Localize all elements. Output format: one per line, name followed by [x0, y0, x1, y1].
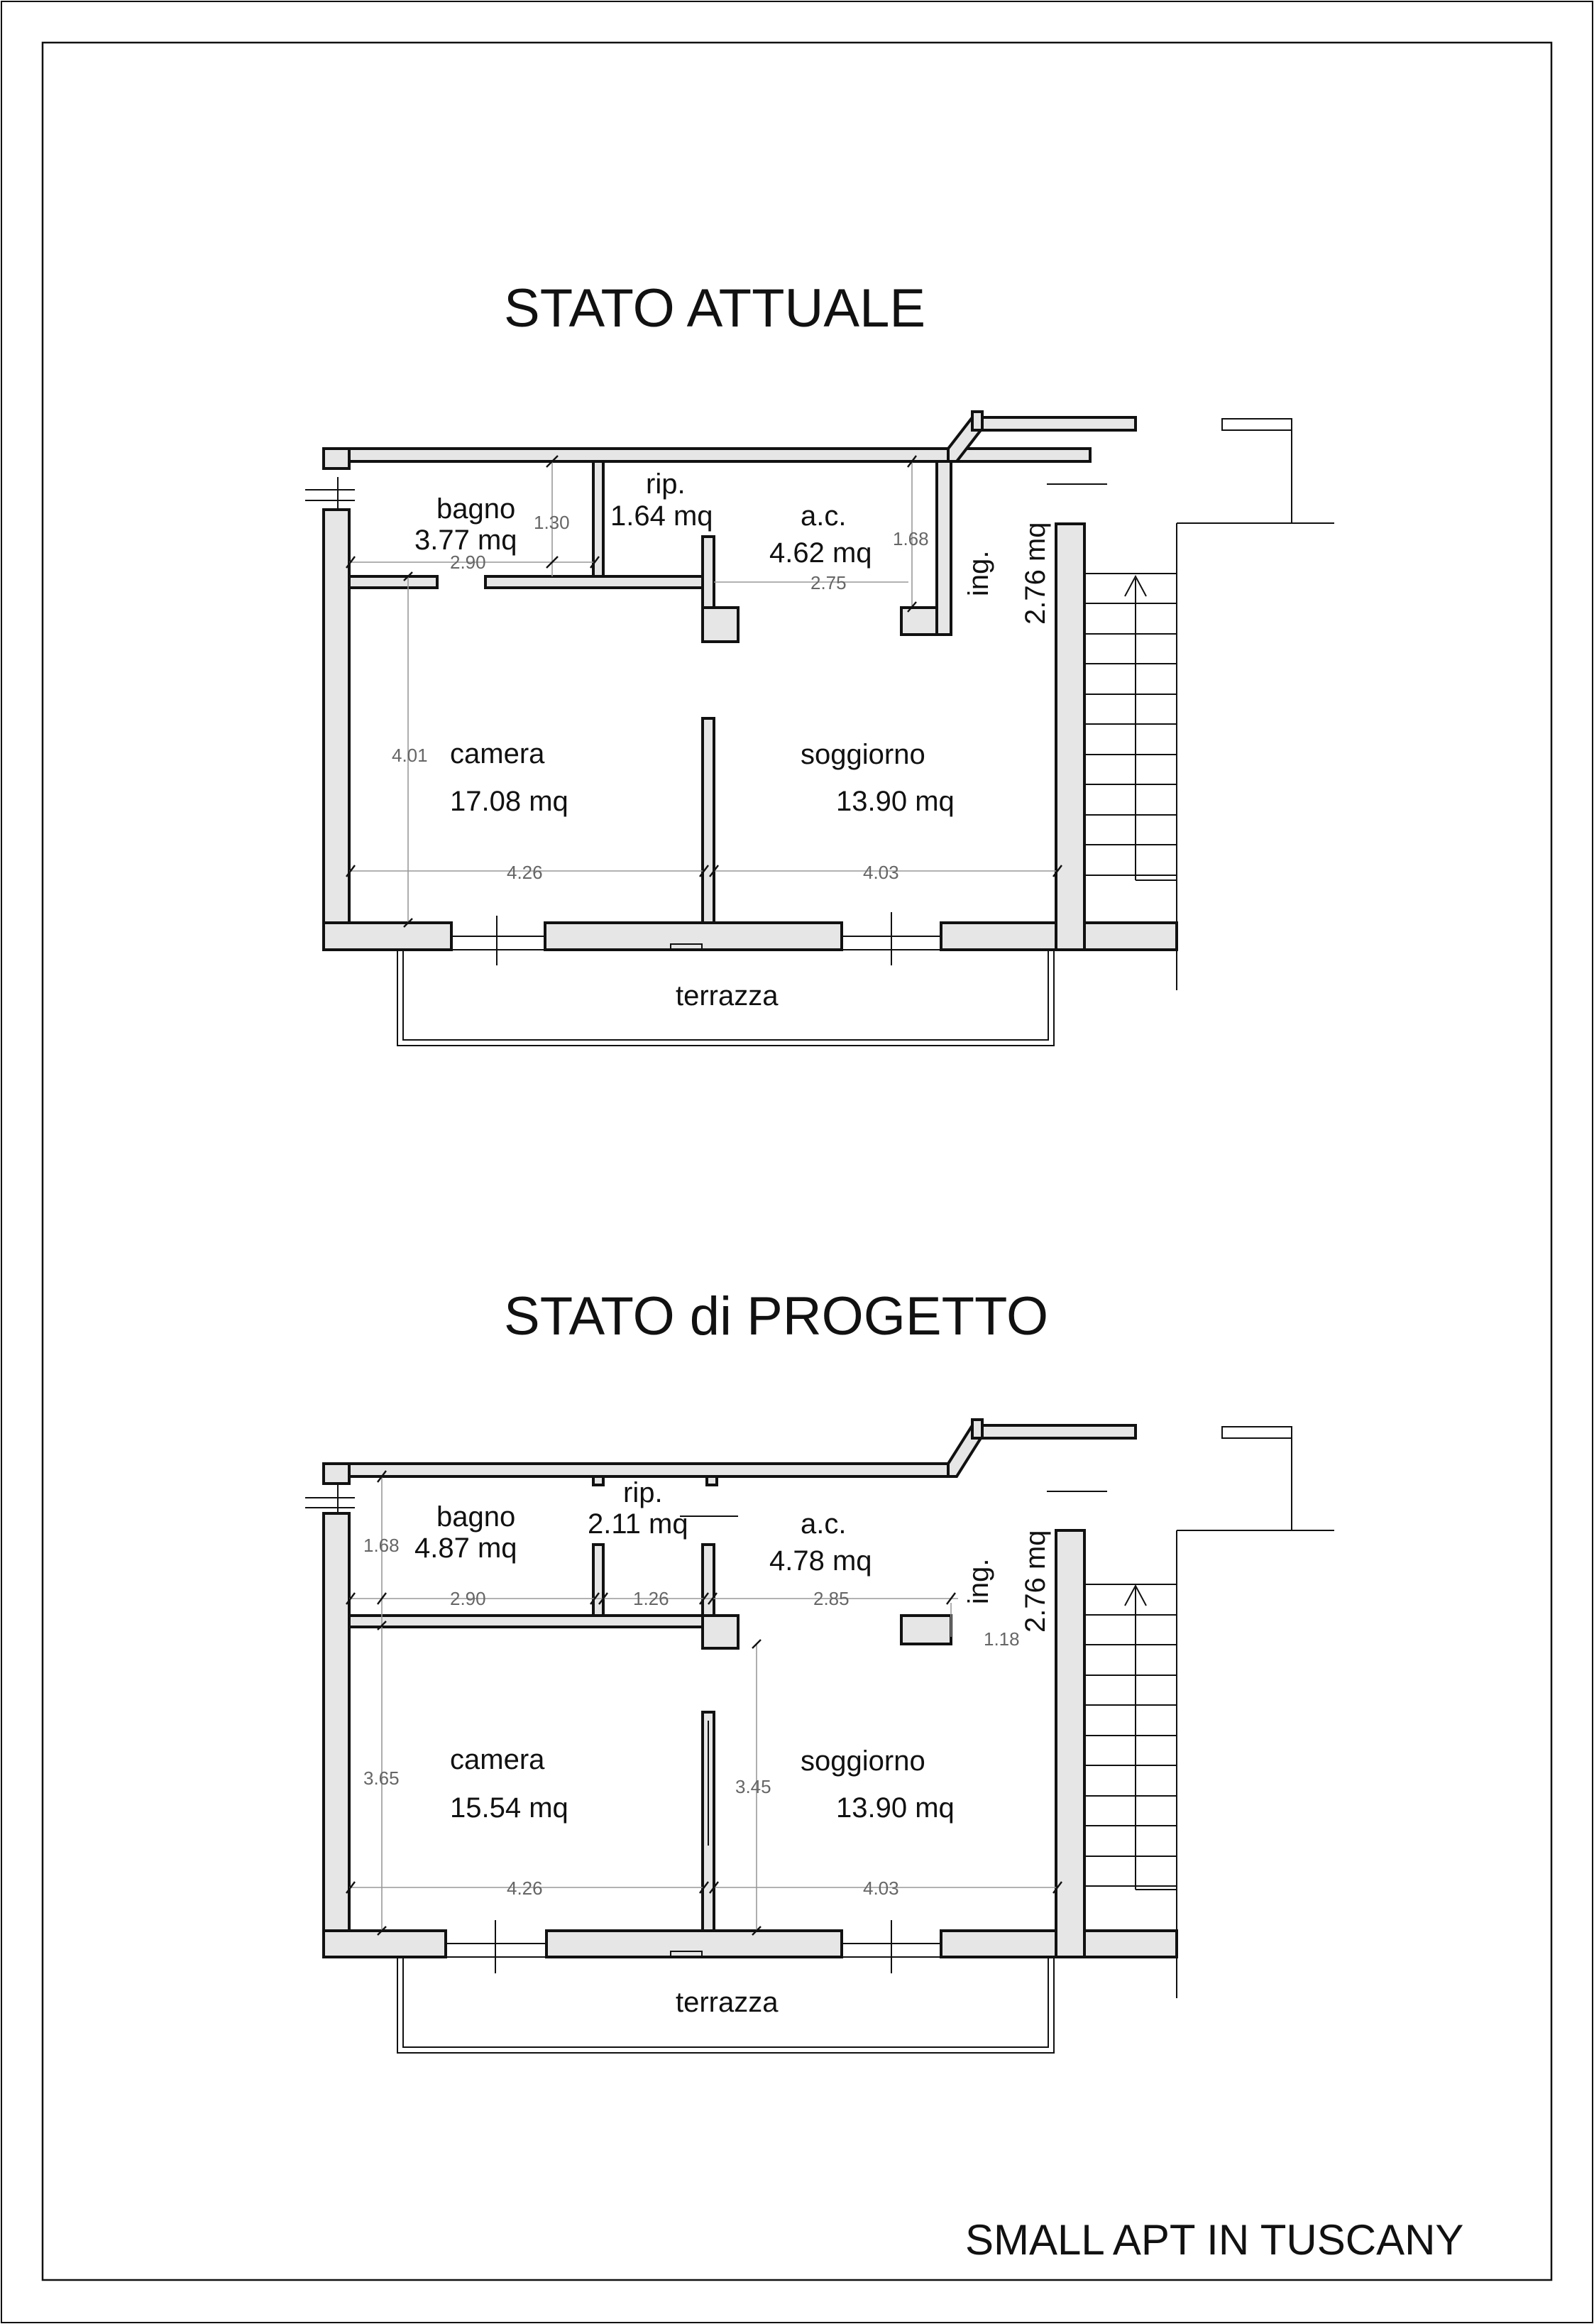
room-camera-label: camera [450, 1744, 545, 1775]
room-rip-area: 1.64 mq [610, 500, 713, 532]
room-ing-area: 2.76 mq [1020, 522, 1051, 625]
plan-existing [305, 412, 1334, 1046]
room-ac-area: 4.78 mq [769, 1545, 872, 1577]
room-bagno-area: 3.77 mq [414, 525, 517, 556]
dim-label: 4.03 [863, 862, 899, 883]
room-ac-label: a.c. [801, 1508, 847, 1540]
room-ac-area: 4.62 mq [769, 537, 872, 569]
room-rip-label: rip. [646, 468, 686, 500]
room-rip-label: rip. [623, 1477, 663, 1508]
dim-label: 4.26 [507, 1878, 543, 1899]
room-camera-area: 15.54 mq [450, 1792, 568, 1824]
dim-label: 2.85 [813, 1588, 850, 1609]
dim-label: 2.75 [810, 572, 847, 593]
room-ing-label: ing. [963, 550, 994, 596]
terrace-label: terrazza [676, 1987, 779, 2018]
dim-label: 4.26 [507, 862, 543, 883]
title-stato-attuale: STATO ATTUALE [504, 278, 926, 339]
dim-label: 2.90 [450, 552, 486, 573]
staircase [1047, 1427, 1334, 1998]
dim-label: 4.01 [392, 745, 428, 766]
terrace [305, 1485, 1054, 2053]
room-soggiorno-label: soggiorno [801, 739, 925, 770]
room-ing-label: ing. [963, 1558, 994, 1604]
dim-label: 1.30 [534, 512, 570, 533]
room-soggiorno-label: soggiorno [801, 1745, 925, 1777]
walls [324, 1420, 1177, 1957]
footer-caption: SMALL APT IN TUSCANY [965, 2216, 1464, 2264]
dim-label: 3.45 [735, 1776, 771, 1797]
dim-label: 1.26 [633, 1588, 669, 1609]
room-soggiorno-area: 13.90 mq [836, 1792, 955, 1824]
room-camera-label: camera [450, 738, 545, 769]
title-stato-di-progetto: STATO di PROGETTO [504, 1286, 1049, 1347]
dim-label: 2.90 [450, 1588, 486, 1609]
dim-label: 1.18 [984, 1628, 1020, 1650]
dim-label: 3.65 [363, 1767, 400, 1789]
outer-border [1, 1, 1593, 2323]
dim-label: 4.03 [863, 1878, 899, 1899]
plan-project [305, 1420, 1334, 2053]
room-ac-label: a.c. [801, 500, 847, 532]
room-soggiorno-area: 13.90 mq [836, 786, 955, 817]
room-bagno-label: bagno [436, 493, 516, 525]
room-camera-area: 17.08 mq [450, 786, 568, 817]
dim-label: 1.68 [893, 528, 929, 549]
walls [324, 412, 1177, 950]
terrace-label: terrazza [676, 980, 779, 1012]
staircase [1047, 419, 1334, 990]
room-bagno-area: 4.87 mq [414, 1533, 517, 1564]
room-bagno-label: bagno [436, 1501, 516, 1533]
dim-label: 1.68 [363, 1535, 400, 1556]
room-ing-area: 2.76 mq [1020, 1530, 1051, 1633]
room-rip-area: 2.11 mq [588, 1508, 688, 1540]
